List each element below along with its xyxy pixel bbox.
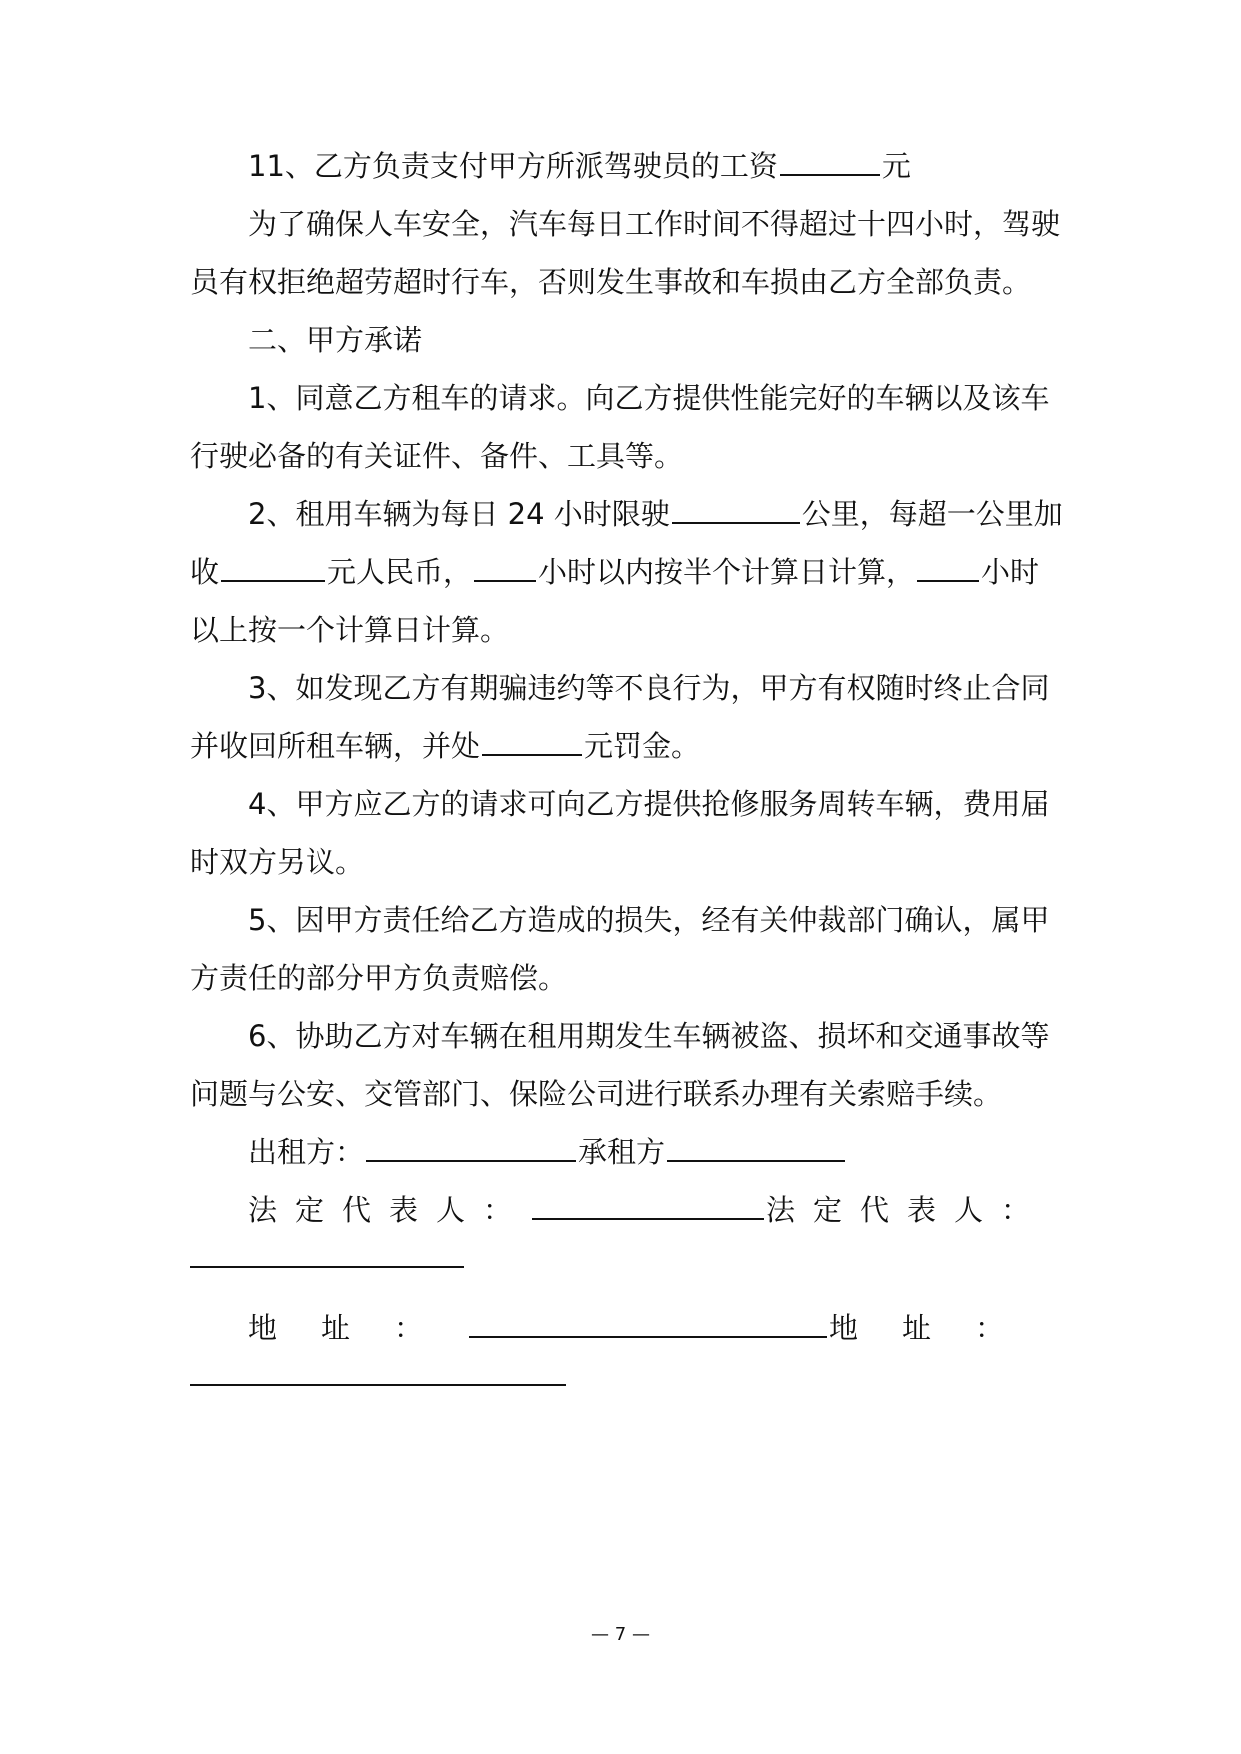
paragraph-line: 为了确保人车安全，汽车每日工作时间不得超过十四小时，驾驶 <box>248 207 1061 241</box>
clause-2-line-1 <box>248 494 1063 534</box>
legal-rep-row <box>248 1190 1048 1230</box>
blank-full-day-hours[interactable] <box>917 552 979 582</box>
clause-2-text: 收 <box>190 555 220 589</box>
paragraph-line: 6、协助乙方对车辆在租用期发生车辆被盗、损坏和交通事故等 <box>248 1019 1050 1053</box>
signature-parties <box>248 1132 847 1172</box>
address-field-lessee[interactable] <box>190 1384 566 1386</box>
address-field-lessor[interactable] <box>469 1308 827 1338</box>
clause-2-text: 小时以内按半个计算日计算， <box>538 555 916 589</box>
lessor-label: 出租方： <box>248 1135 365 1169</box>
paragraph-line: 方责任的部分甲方负责赔偿。 <box>190 961 568 995</box>
clause-11-text: 11、乙方负责支付甲方所派驾驶员的工资 <box>248 149 778 183</box>
clause-2-line-2 <box>190 552 1039 592</box>
blank-extra-fee[interactable] <box>221 552 325 582</box>
legal-rep-field-lessee[interactable] <box>190 1266 464 1268</box>
lessee-label: 承租方 <box>578 1135 666 1169</box>
clause-11 <box>248 146 911 186</box>
paragraph-line: 4、甲方应乙方的请求可向乙方提供抢修服务周转车辆，费用届 <box>248 787 1050 821</box>
blank-half-day-hours[interactable] <box>474 552 536 582</box>
legal-rep-label-lessor: 法定代表人： <box>248 1193 531 1227</box>
clause-3-line-2 <box>190 726 700 766</box>
paragraph-line: 5、因甲方责任给乙方造成的损失，经有关仲裁部门确认，属甲 <box>248 903 1050 937</box>
legal-rep-field-lessor[interactable] <box>532 1190 764 1220</box>
clause-2-text: 2、租用车辆为每日 24 小时限驶 <box>248 497 670 531</box>
blank-wage[interactable] <box>780 146 880 176</box>
address-label-lessee: 地址： <box>828 1311 1048 1345</box>
address-row <box>248 1308 1048 1348</box>
paragraph-line: 3、如发现乙方有期骗违约等不良行为，甲方有权随时终止合同 <box>248 671 1050 705</box>
paragraph-line: 以上按一个计算日计算。 <box>190 613 510 647</box>
lessor-field[interactable] <box>366 1132 576 1162</box>
clause-3-text: 并收回所租车辆，并处 <box>190 729 481 763</box>
address-label-lessor: 地址： <box>248 1311 468 1345</box>
clause-2-text: 元人民币， <box>327 555 473 589</box>
paragraph-line: 时双方另议。 <box>190 845 365 879</box>
section-heading: 二、甲方承诺 <box>248 323 423 357</box>
page-number: — 7 — <box>591 1624 650 1645</box>
clause-2-text: 小时 <box>981 555 1040 589</box>
clause-2-text: 公里，每超一公里加 <box>801 497 1063 531</box>
blank-penalty[interactable] <box>482 726 582 756</box>
legal-rep-label-lessee: 法定代表人： <box>765 1193 1048 1227</box>
clause-11-unit: 元 <box>881 149 911 183</box>
blank-km-limit[interactable] <box>672 494 800 524</box>
paragraph-line: 1、同意乙方租车的请求。向乙方提供性能完好的车辆以及该车 <box>248 381 1050 415</box>
paragraph-line: 问题与公安、交管部门、保险公司进行联系办理有关索赔手续。 <box>190 1077 1003 1111</box>
paragraph-line: 员有权拒绝超劳超时行车，否则发生事故和车损由乙方全部负责。 <box>190 265 1032 299</box>
paragraph-line: 行驶必备的有关证件、备件、工具等。 <box>190 439 684 473</box>
lessee-field[interactable] <box>667 1132 845 1162</box>
clause-3-text: 元罚金。 <box>584 729 701 763</box>
